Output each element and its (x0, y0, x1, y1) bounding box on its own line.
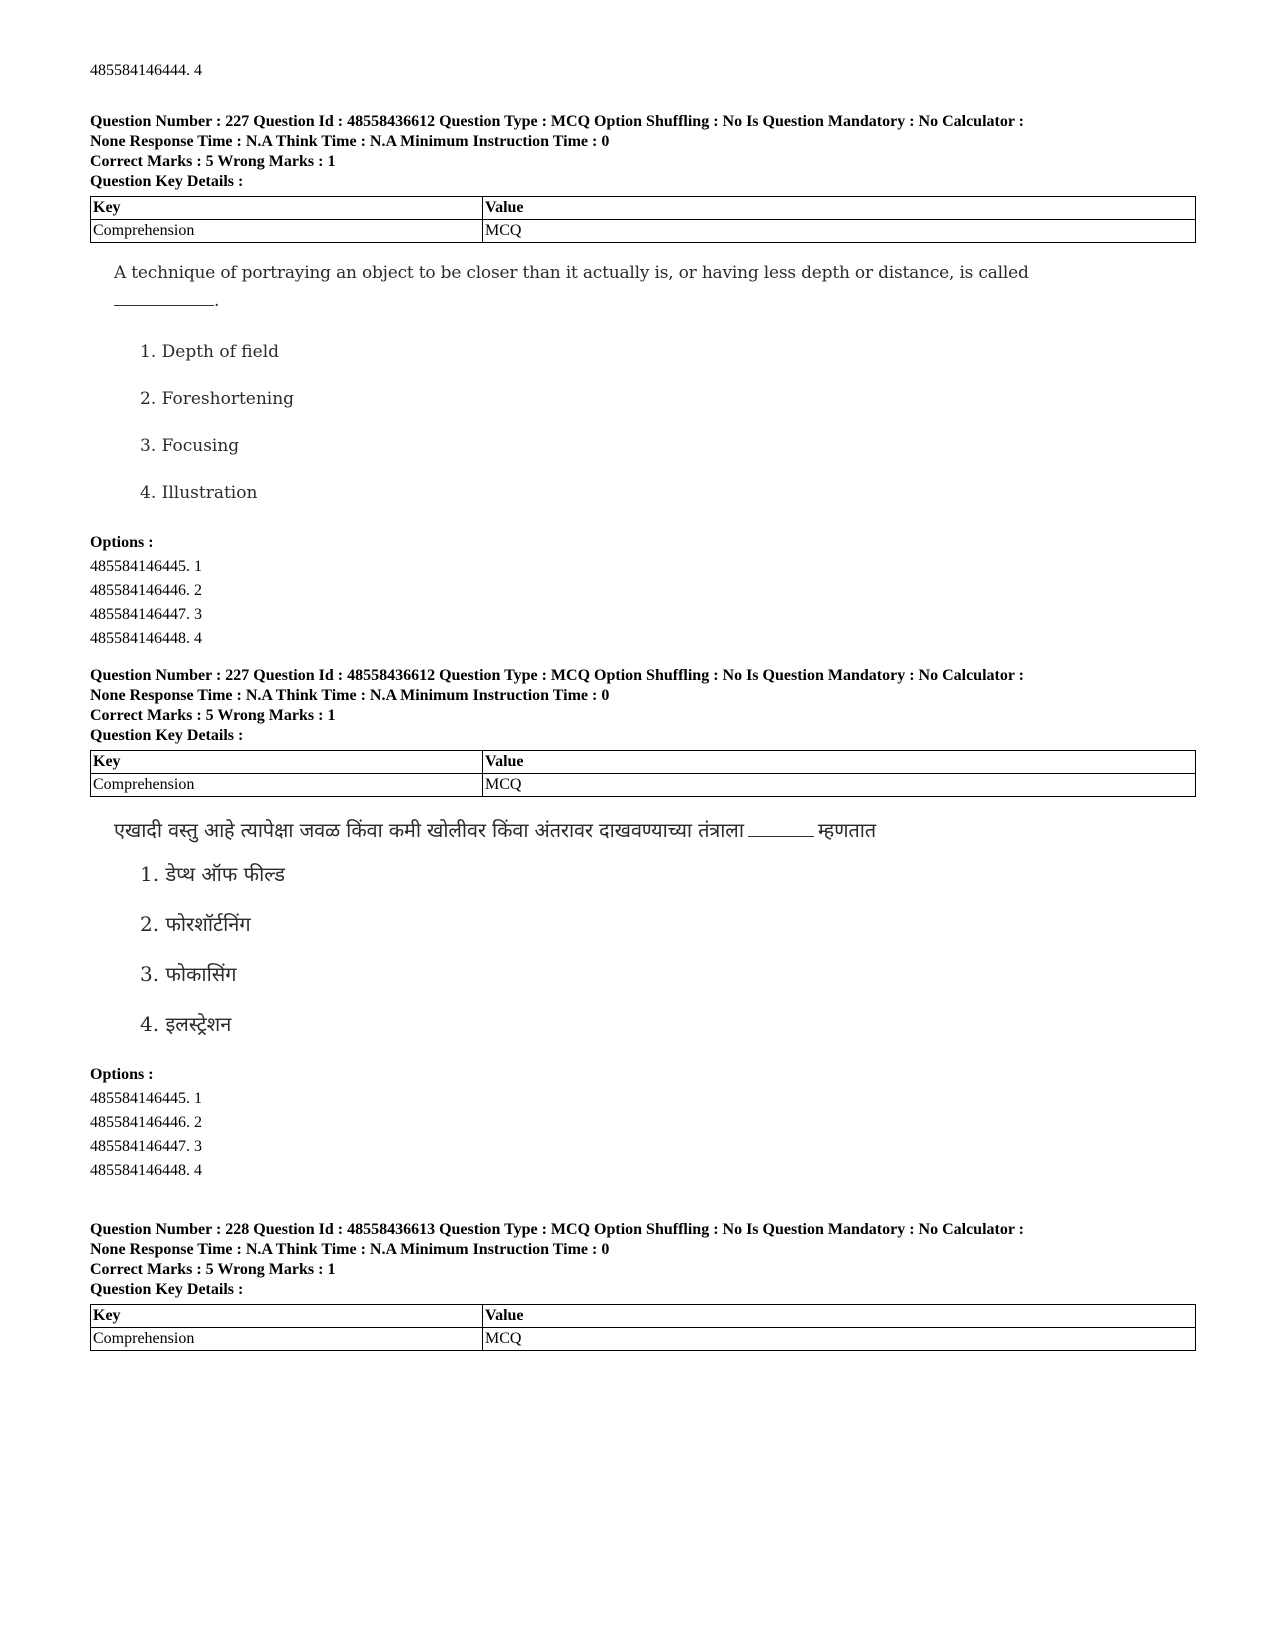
choice-item: 2. फोरशॉर्टनिंग (140, 912, 251, 936)
table-cell: Comprehension (91, 1328, 483, 1351)
answer-blank (748, 820, 814, 837)
table-cell: Comprehension (91, 774, 483, 797)
choice-item: 3. फोकासिंग (140, 962, 237, 986)
key-details-label: Question Key Details : (90, 727, 244, 744)
key-value-table (90, 196, 1196, 243)
table-row (91, 1328, 1196, 1351)
choice-item: 4. इलस्ट्रेशन (140, 1012, 232, 1036)
key-details-label: Question Key Details : (90, 1281, 244, 1298)
question-meta-line: Question Number : 227 Question Id : 48558436612 Question Type : MCQ Option Shuffling : No Is Question Mandatory : No Calculator : (90, 667, 1024, 684)
option-line: 485584146444. 4 (90, 62, 202, 79)
question-meta-line: Question Number : 227 Question Id : 48558436612 Question Type : MCQ Option Shuffling : No Is Question Mandatory : No Calculator : (90, 113, 1024, 130)
question-stem-suffix: म्हणतात (817, 818, 876, 842)
marks-line: Correct Marks : 5 Wrong Marks : 1 (90, 153, 336, 170)
question-block (90, 666, 1196, 1183)
table-header-row (91, 1305, 1196, 1328)
choice-item: 4. Illustration (140, 483, 258, 503)
option-line: 485584146447. 3 (90, 1138, 202, 1155)
key-value-table (90, 1304, 1196, 1351)
table-cell: MCQ (483, 1328, 1196, 1351)
table-row (91, 220, 1196, 243)
question-block (90, 1220, 1196, 1351)
question-meta (90, 1220, 1196, 1300)
choice-item: 1. डेप्थ ऑफ फील्ड (140, 862, 285, 886)
question-block (90, 112, 1196, 651)
answer-blank (114, 291, 214, 306)
table-cell: Comprehension (91, 220, 483, 243)
question-meta-line: None Response Time : N.A Think Time : N.A Minimum Instruction Time : 0 (90, 133, 610, 150)
option-line: 485584146447. 3 (90, 606, 202, 623)
table-cell: MCQ (483, 774, 1196, 797)
option-line: 485584146446. 2 (90, 1114, 202, 1131)
question-stem (114, 813, 1196, 847)
options-label: Options : (90, 534, 154, 551)
table-header-row (91, 751, 1196, 774)
table-header-cell: Key (91, 1305, 483, 1328)
question-stem-suffix: . (214, 291, 220, 311)
question-meta (90, 666, 1196, 746)
table-header-cell: Value (483, 197, 1196, 220)
table-header-cell: Value (483, 1305, 1196, 1328)
choice-item: 1. Depth of field (140, 342, 280, 362)
question-image (114, 813, 1196, 1049)
choice-item: 2. Foreshortening (140, 389, 295, 409)
option-line: 485584146445. 1 (90, 1090, 202, 1107)
question-meta-line: Question Number : 228 Question Id : 48558436613 Question Type : MCQ Option Shuffling : No Is Question Mandatory : No Calculator : (90, 1221, 1024, 1238)
choice-item: 3. Focusing (140, 436, 240, 456)
options-list (90, 1063, 1196, 1183)
question-meta (90, 112, 1196, 192)
table-header-cell: Key (91, 197, 483, 220)
table-header-cell: Value (483, 751, 1196, 774)
key-details-label: Question Key Details : (90, 173, 244, 190)
question-stem-text: एखादी वस्तु आहे त्यापेक्षा जवळ किंवा कमी खोलीवर किंवा अंतरावर दाखवण्याच्या तंत्राला (114, 818, 744, 842)
table-row (91, 774, 1196, 797)
question-image (114, 259, 1196, 517)
question-stem (114, 259, 1196, 315)
question-stem-text: A technique of portraying an object to be closer than it actually is, or having less depth or distance, is called (114, 263, 1029, 283)
choice-list (140, 329, 1196, 517)
option-line: 485584146448. 4 (90, 630, 202, 647)
key-value-table (90, 750, 1196, 797)
option-line: 485584146445. 1 (90, 558, 202, 575)
question-meta-line: None Response Time : N.A Think Time : N.A Minimum Instruction Time : 0 (90, 1241, 610, 1258)
question-meta-line: None Response Time : N.A Think Time : N.A Minimum Instruction Time : 0 (90, 687, 610, 704)
marks-line: Correct Marks : 5 Wrong Marks : 1 (90, 1261, 336, 1278)
marks-line: Correct Marks : 5 Wrong Marks : 1 (90, 707, 336, 724)
table-header-cell: Key (91, 751, 483, 774)
table-header-row (91, 197, 1196, 220)
table-cell: MCQ (483, 220, 1196, 243)
option-line: 485584146448. 4 (90, 1162, 202, 1179)
options-label: Options : (90, 1066, 154, 1083)
choice-list (140, 849, 1196, 1049)
options-list (90, 531, 1196, 651)
option-line: 485584146446. 2 (90, 582, 202, 599)
